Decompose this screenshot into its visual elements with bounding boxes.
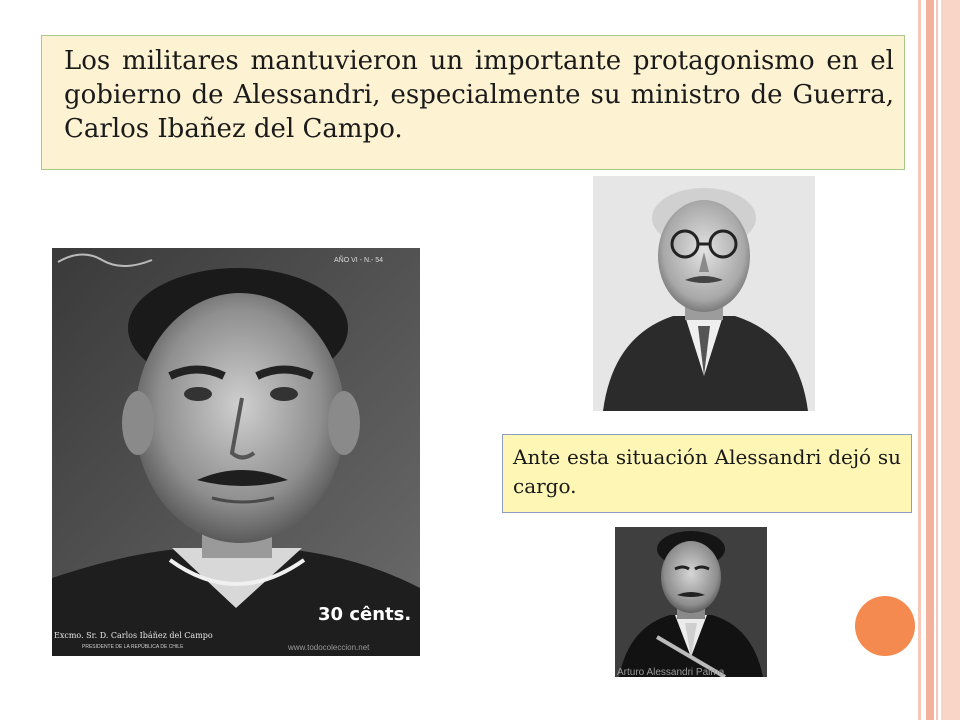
decorative-stripe	[941, 0, 960, 720]
older-man-portrait	[593, 176, 815, 411]
headline-text: Los militares mantuvieron un importante protagonismo en el gobierno de Alessandri, especialmente su ministro de Guerra, Carlos Ibañez del Campo.	[64, 46, 894, 144]
decorative-orange-circle	[855, 596, 915, 656]
headline-textbox	[41, 35, 905, 170]
caption-textbox	[502, 434, 912, 513]
magazine-subject-line: Excmo. Sr. D. Carlos Ibáñez del Campo	[54, 631, 213, 640]
magazine-issue-label: AÑO VI - N.- 54	[334, 257, 384, 264]
decorative-stripe	[926, 0, 934, 720]
alessandri-caption: Arturo Alessandri Palma	[617, 667, 725, 677]
decorative-stripe	[918, 0, 921, 720]
magazine-price-label: 30 cênts.	[318, 604, 412, 625]
decorative-stripe	[936, 0, 938, 720]
ibanez-magazine-photo	[52, 248, 420, 656]
caption-text: Ante esta situación Alessandri dejó su cargo.	[513, 445, 901, 498]
watermark-text: www.todocoleccion.net	[288, 643, 370, 652]
magazine-subject-title: PRESIDENTE DE LA REPÚBLICA DE CHILE	[82, 644, 184, 650]
alessandri-portrait	[615, 527, 767, 677]
